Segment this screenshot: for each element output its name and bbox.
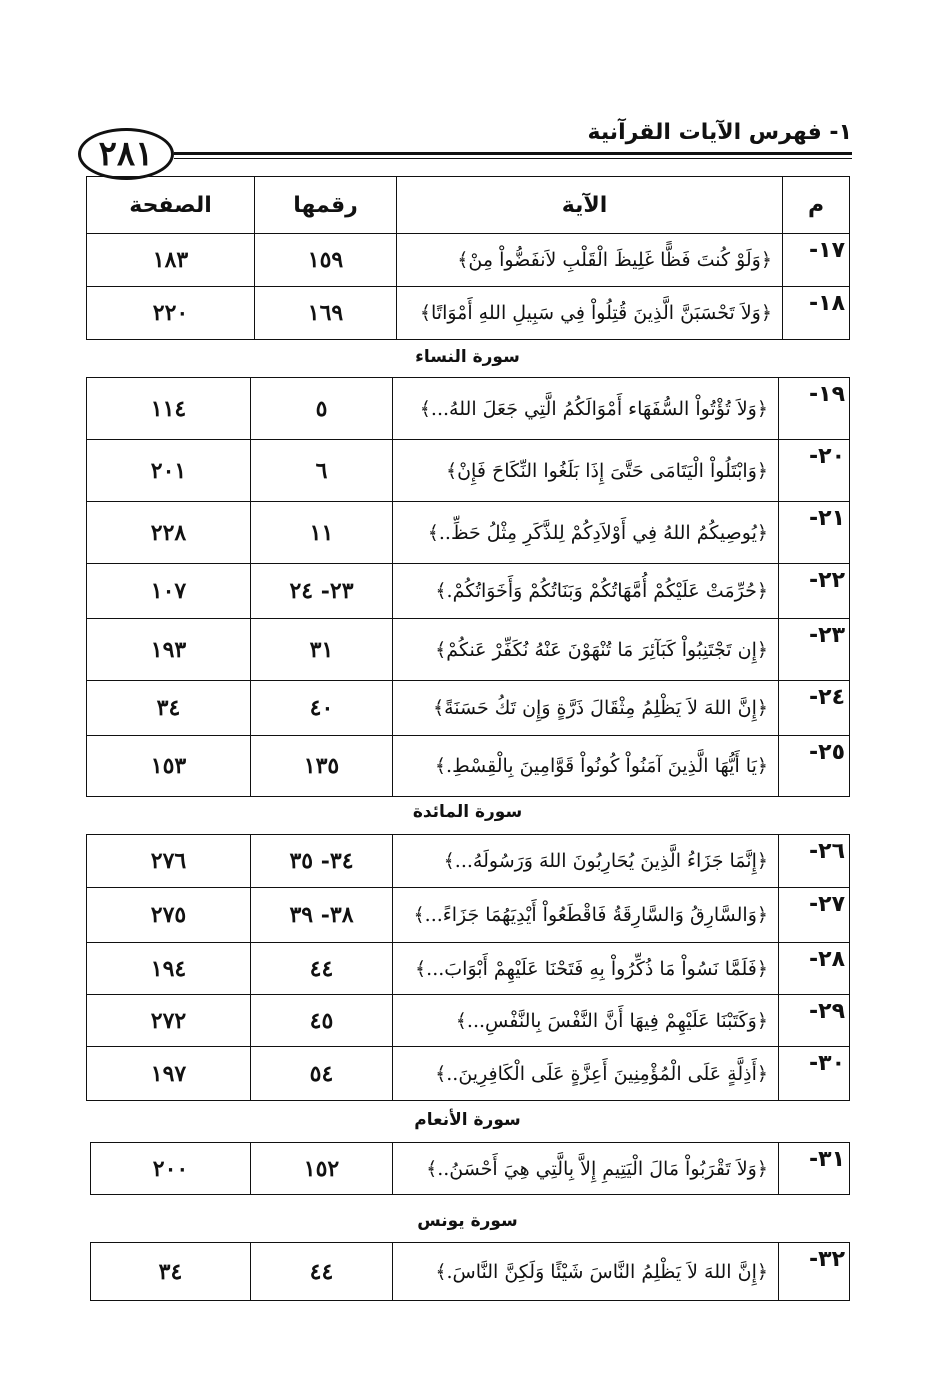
row-num: ٢٧- (779, 888, 850, 943)
row-page: ٢٢٨ (87, 502, 251, 564)
row-ref: ٣٨- ٣٩ (251, 888, 393, 943)
row-ayah: ﴿فَلَمَّا نَسُواْ مَا ذُكِّرُواْ بِهِ فَتَحْنَا عَلَيْهِمْ أَبْوَابَ...﴾ (393, 943, 779, 995)
page-title: ١- فهرس الآيات القرآنية (587, 120, 852, 145)
index-table-yunus (90, 1242, 850, 1301)
row-page: ٢٠١ (87, 440, 251, 502)
row-ref: ٣١ (251, 619, 393, 681)
row-page: ٢٧٥ (87, 888, 251, 943)
row-ayah: ﴿وَالسَّارِقُ وَالسَّارِقَةُ فَاقْطَعُواْ أَيْدِيَهُمَا جَزَاءً...﴾ (393, 888, 779, 943)
row-ayah: ﴿وَلَوْ كُنتَ فَظًّا غَلِيظَ الْقَلْبِ لاَنفَضُّواْ مِنْ﴾ (397, 234, 783, 287)
row-ayah: ﴿إِن تَجْتَنِبُواْ كَبَآئِرَ مَا تُنْهَوْنَ عَنْهُ نُكَفِّرْ عَنكُمْ﴾ (393, 619, 779, 681)
row-page: ١٥٣ (87, 736, 251, 797)
row-ayah: ﴿إِنَّ اللهَ لاَ يَظْلِمُ مِثْقَالَ ذَرَّةٍ وَإِن تَكُ حَسَنَةً﴾ (393, 681, 779, 736)
table-row (87, 287, 850, 340)
row-num: ٣٢- (779, 1243, 850, 1301)
row-num: ٢٨- (779, 943, 850, 995)
table-row (91, 1243, 850, 1301)
row-ref: ٥ (251, 378, 393, 440)
row-ayah: ﴿وَلاَ تَقْرَبُواْ مَالَ الْيَتِيمِ إِلاَّ بِالَّتِي هِيَ أَحْسَنُ..﴾ (393, 1143, 779, 1195)
section-title-nisa: سورة النساء (415, 347, 520, 367)
row-ref: ٤٠ (251, 681, 393, 736)
column-header-ayah: الآية (397, 177, 783, 234)
row-ayah: ﴿حُرِّمَتْ عَلَيْكُمْ أُمَّهَاتُكُمْ وَبَنَاتُكُمْ وَأَخَوَاتُكُمْ.﴾ (393, 564, 779, 619)
row-num: ٢٣- (779, 619, 850, 681)
row-num: ٢١- (779, 502, 850, 564)
row-ref: ١٦٩ (255, 287, 397, 340)
row-ayah: ﴿يُوصِيكُمُ اللهُ فِي أَوْلاَدِكُمْ لِلذَّكَرِ مِثْلُ حَظِّ..﴾ (393, 502, 779, 564)
row-num: ٢٤- (779, 681, 850, 736)
table-header-row (87, 177, 850, 234)
row-page: ٣٤ (87, 681, 251, 736)
table-row (87, 564, 850, 619)
row-ref: ٥٤ (251, 1047, 393, 1101)
row-page: ١١٤ (87, 378, 251, 440)
row-page: ١٩٧ (87, 1047, 251, 1101)
header-rule-thin (174, 158, 852, 159)
column-header-page: الصفحة (87, 177, 255, 234)
table-row (87, 736, 850, 797)
row-ref: ١٣٥ (251, 736, 393, 797)
row-ref: ٢٣- ٢٤ (251, 564, 393, 619)
row-num: ١٨- (783, 287, 850, 340)
row-ayah: ﴿أَذِلَّةٍ عَلَى الْمُؤْمِنِينَ أَعِزَّةٍ عَلَى الْكَافِرِينَ..﴾ (393, 1047, 779, 1101)
column-header-ref: رقمها (255, 177, 397, 234)
row-page: ٣٤ (91, 1243, 251, 1301)
table-row (87, 378, 850, 440)
table-row (87, 234, 850, 287)
row-page: ١٨٣ (87, 234, 255, 287)
row-page: ١٩٤ (87, 943, 251, 995)
index-table-maidah (86, 834, 850, 1101)
row-ayah: ﴿وَلاَ تَحْسَبَنَّ الَّذِينَ قُتِلُواْ فِي سَبِيلِ اللهِ أَمْوَاتًا﴾ (397, 287, 783, 340)
row-num: ٢٢- (779, 564, 850, 619)
row-ref: ٣٤- ٣٥ (251, 835, 393, 888)
row-page: ٢٢٠ (87, 287, 255, 340)
table-row (87, 440, 850, 502)
row-page: ٢٧٢ (87, 995, 251, 1047)
row-num: ٣٠- (779, 1047, 850, 1101)
page-header (78, 108, 852, 186)
table-row (87, 619, 850, 681)
table-row (91, 1143, 850, 1195)
table-row (87, 681, 850, 736)
section-title-yunus: سورة يونس (417, 1211, 518, 1231)
row-num: ٢٠- (779, 440, 850, 502)
row-num: ١٧- (783, 234, 850, 287)
header-rule (174, 152, 852, 155)
row-ayah: ﴿يَا أَيُّهَا الَّذِينَ آمَنُواْ كُونُواْ قَوَّامِينَ بِالْقِسْطِ.﴾ (393, 736, 779, 797)
row-ayah: ﴿إِنَّ اللهَ لاَ يَظْلِمُ النَّاسَ شَيْئًا وَلَكِنَّ النَّاسَ.﴾ (393, 1243, 779, 1301)
table-row (87, 995, 850, 1047)
row-ref: ٤٤ (251, 943, 393, 995)
row-ref: ٦ (251, 440, 393, 502)
table-row (87, 888, 850, 943)
row-num: ٢٥- (779, 736, 850, 797)
row-ayah: ﴿وَكَتَبْنَا عَلَيْهِمْ فِيهَا أَنَّ النَّفْسَ بِالنَّفْسِ...﴾ (393, 995, 779, 1047)
table-row (87, 835, 850, 888)
row-ayah: ﴿وَلاَ تُؤْتُواْ السُّفَهَاء أَمْوَالَكُمُ الَّتِي جَعَلَ اللهُ...﴾ (393, 378, 779, 440)
row-ayah: ﴿وَابْتَلُواْ الْيَتَامَى حَتَّىَ إِذَا بَلَغُوا النِّكَاحَ فَإِنْ﴾ (393, 440, 779, 502)
index-table-1 (86, 176, 850, 340)
row-ref: ١٥٢ (251, 1143, 393, 1195)
index-table-anam (90, 1142, 850, 1195)
table-row (87, 502, 850, 564)
row-page: ٢٠٠ (91, 1143, 251, 1195)
row-ref: ١١ (251, 502, 393, 564)
section-title-maidah: سورة المائدة (412, 802, 523, 822)
section-title-anam: سورة الأنعام (414, 1110, 521, 1130)
row-num: ١٩- (779, 378, 850, 440)
row-page: ٢٧٦ (87, 835, 251, 888)
table-row (87, 943, 850, 995)
row-page: ١٠٧ (87, 564, 251, 619)
row-num: ٣١- (779, 1143, 850, 1195)
row-ref: ٤٥ (251, 995, 393, 1047)
row-num: ٢٦- (779, 835, 850, 888)
page-number: ٢٨١ (78, 128, 174, 180)
table-row (87, 1047, 850, 1101)
row-ref: ٤٤ (251, 1243, 393, 1301)
row-ayah: ﴿إِنَّمَا جَزَاءُ الَّذِينَ يُحَارِبُونَ اللهَ وَرَسُولَهُ...﴾ (393, 835, 779, 888)
index-table-nisa (86, 377, 850, 797)
column-header-num: م (783, 177, 850, 234)
row-ref: ١٥٩ (255, 234, 397, 287)
row-num: ٢٩- (779, 995, 850, 1047)
row-page: ١٩٣ (87, 619, 251, 681)
